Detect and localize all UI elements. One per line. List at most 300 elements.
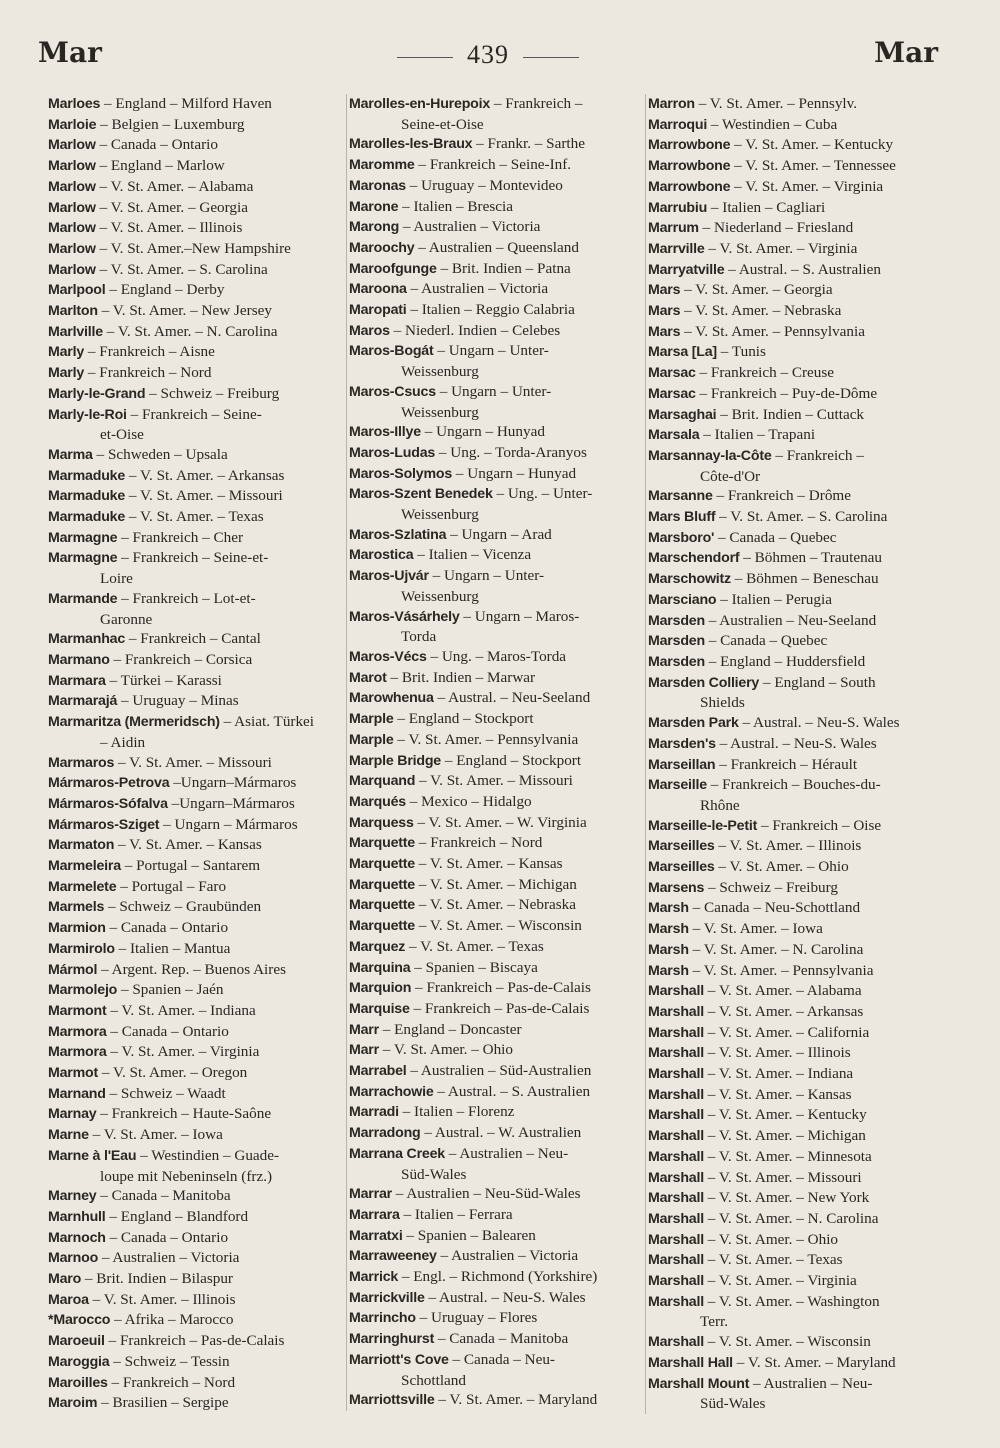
- entry-location: – Italien – Perugia: [720, 590, 832, 608]
- entry-location: – Italien – Vicenza: [417, 546, 532, 564]
- gazetteer-entry: [646, 961, 942, 982]
- entry-location: – Frankreich – Cher: [121, 528, 244, 546]
- entry-location: – V. St. Amer. – Virginia: [707, 1272, 857, 1290]
- entry-location: – Engl. – Richmond (Yorkshire): [401, 1268, 598, 1286]
- gazetteer-entry: [646, 898, 942, 919]
- entry-location: – Australien – Neu-Süd-Wales: [395, 1185, 581, 1203]
- gazetteer-entry: [48, 1084, 336, 1105]
- gazetteer-entry: [646, 548, 942, 569]
- gazetteer-entry: [646, 135, 942, 156]
- entry-headword: Marlow: [48, 158, 96, 175]
- gazetteer-entry: [646, 713, 942, 734]
- gazetteer-entry: [48, 856, 336, 877]
- gazetteer-entry: [646, 342, 942, 363]
- entry-headword: Marsboro': [648, 529, 715, 546]
- entry-location: – Ungarn – Arad: [450, 525, 552, 543]
- entry-headword: Marly-le-Roi: [48, 406, 127, 423]
- gazetteer-entry: [48, 1125, 336, 1146]
- gazetteer-entry: [347, 279, 639, 300]
- entry-headword: Marshall: [648, 1334, 704, 1351]
- entry-headword: Marschowitz: [648, 571, 731, 588]
- gazetteer-entry: [48, 1248, 336, 1269]
- entry-headword: Marshall: [648, 1190, 704, 1207]
- entry-headword: Marolles-les-Braux: [349, 136, 473, 153]
- gazetteer-entry: [347, 771, 639, 792]
- gazetteer-entry: [646, 384, 942, 405]
- gazetteer-entry: [347, 300, 639, 321]
- entry-location: – Australien – Victoria: [101, 1249, 240, 1267]
- entry-headword: Marrachowie: [349, 1083, 434, 1100]
- entry-location: – Frankreich – Pas-de-Calais: [415, 979, 591, 997]
- gazetteer-entry: [48, 650, 336, 671]
- entry-headword: Marlow: [48, 240, 96, 257]
- entry-location: – V. St. Amer. – Illinois: [92, 1290, 236, 1308]
- gazetteer-entry: [48, 156, 336, 177]
- gazetteer-entry: [48, 1063, 336, 1084]
- entry-location: – Schweiz – Tessin: [113, 1352, 230, 1370]
- entry-headword: Maros-Szent Benedek: [349, 486, 493, 503]
- entry-headword: Marmolejo: [48, 982, 118, 999]
- entry-location: – Frankreich – Cantal: [128, 630, 261, 648]
- gazetteer-entry: [347, 1040, 639, 1061]
- entry-continuation: Côte-d'Or: [700, 467, 761, 485]
- entry-headword: Marple: [349, 711, 394, 728]
- gazetteer-entry: [48, 939, 336, 960]
- entry-column-1: [48, 94, 336, 1414]
- entry-location: – V. St. Amer. – Pennsylvania: [684, 322, 865, 340]
- entry-headword: Marshall: [648, 1148, 704, 1165]
- header-rule-right: [523, 57, 579, 58]
- entry-headword: Marlville: [48, 323, 103, 340]
- entry-headword: Marquise: [349, 1000, 410, 1017]
- entry-headword: Marshall: [648, 1066, 704, 1083]
- entry-location: –Ungarn–Mármaros: [171, 794, 295, 812]
- entry-location: – Italien – Reggio Calabria: [410, 301, 575, 319]
- entry-location: – Frankreich – Corsica: [113, 650, 253, 668]
- entry-headword: Maros-Csucs: [349, 383, 436, 400]
- entry-headword: Marne à l'Eau: [48, 1147, 137, 1164]
- entry-headword: Marseille-le-Petit: [648, 817, 758, 834]
- entry-headword: Marsden: [648, 633, 705, 650]
- entry-headword: Marmaduke: [48, 488, 126, 505]
- entry-location: – Italien – Brescia: [402, 197, 513, 215]
- entry-headword: Marrowbone: [648, 137, 731, 154]
- entry-location: – V. St. Amer. – Pennsylv.: [698, 95, 858, 112]
- gazetteer-entry: [347, 1329, 639, 1350]
- gazetteer-entry: [646, 1064, 942, 1085]
- entry-headword: Marmaros: [48, 754, 115, 771]
- entry-headword: Marseilles: [648, 838, 715, 855]
- entry-location: – Frankreich – Pas-de-Calais: [108, 1332, 285, 1350]
- entry-headword: Marsac: [648, 365, 696, 382]
- entry-continuation: Weissenburg: [401, 363, 479, 381]
- entry-location: – Austral. – Neu-S. Wales: [742, 714, 900, 732]
- entry-location: – Ungarn – Maros-: [463, 607, 580, 625]
- entry-location: – Böhmen – Trautenau: [743, 549, 883, 567]
- entry-location: – V. St. Amer. – Oregon: [101, 1064, 248, 1082]
- entry-location: – Brit. Indien – Marwar: [390, 668, 536, 686]
- gazetteer-entry: [347, 792, 639, 813]
- entry-location: – Frankreich – Nord: [111, 1373, 236, 1391]
- gazetteer-entry: [48, 239, 336, 260]
- gazetteer-entry: [347, 464, 639, 485]
- entry-headword: Marrara: [349, 1206, 400, 1223]
- entry-headword: Marsh: [648, 921, 689, 938]
- entry-headword: Mármaros-Sziget: [48, 816, 160, 833]
- gazetteer-entry: [48, 405, 336, 445]
- gazetteer-entry: [347, 1267, 639, 1288]
- entry-location: – V. St. Amer. – Illinois: [707, 1044, 851, 1062]
- entry-location: – V. St. Amer. – Wisconsin: [707, 1333, 871, 1351]
- gazetteer-entry: [646, 1043, 942, 1064]
- entry-location: – V. St. Amer. – Ohio: [707, 1230, 839, 1248]
- entry-location: – V. St. Amer. – Indiana: [110, 1001, 256, 1019]
- entry-headword: Marrowbone: [648, 178, 731, 195]
- running-head-left: Mar: [38, 36, 102, 69]
- entry-location: – V. St. Amer. – Kentucky: [734, 136, 894, 154]
- entry-headword: Marshall: [648, 983, 704, 1000]
- gazetteer-entry: [646, 218, 942, 239]
- entry-location: – V. St. Amer. – Pennsylvania: [692, 961, 874, 979]
- entry-continuation: Terr.: [700, 1313, 729, 1331]
- entry-location: – Austral. – Neu-Seeland: [437, 689, 591, 707]
- gazetteer-entry: [347, 1144, 639, 1184]
- entry-location: – V. St. Amer. – Tennessee: [734, 157, 896, 175]
- entry-location: – Frankreich –: [775, 446, 864, 464]
- entry-location: – Frankreich – Aisne: [87, 343, 215, 361]
- gazetteer-entry: [646, 405, 942, 426]
- entry-headword: Marshall: [648, 1128, 704, 1145]
- entry-location: – Schweiz – Freiburg: [149, 384, 280, 402]
- entry-location: – Frankreich – Puy-de-Dôme: [699, 384, 878, 402]
- entry-headword: Marquand: [349, 773, 416, 790]
- gazetteer-entry: [347, 94, 639, 134]
- entry-location: – Canada – Neu-Schottland: [692, 899, 861, 917]
- entry-continuation: Torda: [401, 628, 437, 646]
- entry-headword: Maroeuil: [48, 1333, 105, 1350]
- gazetteer-entry: [646, 1168, 942, 1189]
- entry-headword: Marmanhac: [48, 631, 126, 648]
- entry-headword: Marmara: [48, 672, 106, 689]
- gazetteer-entry: [347, 1123, 639, 1144]
- entry-headword: Marmels: [48, 899, 105, 916]
- entry-location: – Italien – Cagliari: [710, 198, 826, 216]
- gazetteer-entry: [48, 1001, 336, 1022]
- gazetteer-entry: [48, 1352, 336, 1373]
- entry-headword: Mars: [648, 282, 681, 299]
- entry-location: – Uruguay – Minas: [120, 692, 239, 710]
- entry-headword: Marloie: [48, 116, 97, 133]
- entry-location: – V. St. Amer. – Arkansas: [128, 466, 285, 484]
- gazetteer-entry: [347, 1205, 639, 1226]
- gazetteer-entry: [48, 960, 336, 981]
- entry-column-2: [346, 94, 639, 1411]
- entry-headword: Marmagne: [48, 550, 118, 567]
- entry-location: – Schweiz – Freiburg: [707, 878, 839, 896]
- entry-headword: Marmion: [48, 920, 106, 937]
- entry-location: – England – Marlow: [99, 157, 225, 175]
- gazetteer-entry: [646, 857, 942, 878]
- entry-location: – V. St. Amer. – Wisconsin: [418, 917, 582, 935]
- gazetteer-entry: [646, 878, 942, 899]
- entry-headword: Marr: [349, 1021, 379, 1038]
- entry-location: – V. St. Amer. – Georgia: [684, 281, 833, 299]
- entry-location: – Uruguay – Flores: [419, 1309, 538, 1327]
- entry-headword: Marsannay-la-Côte: [648, 447, 772, 464]
- entry-continuation: Schottland: [401, 1371, 466, 1389]
- entry-location: – V. St. Amer. – Arkansas: [707, 1002, 864, 1020]
- gazetteer-entry: [48, 135, 336, 156]
- entry-location: – Ungarn – Unter-: [439, 382, 552, 400]
- gazetteer-entry: [646, 631, 942, 652]
- entry-headword: Marradi: [349, 1104, 399, 1121]
- entry-location: – Ung. – Torda-Aranyos: [438, 443, 587, 461]
- entry-location: – V. St. Amer. – Ohio: [718, 858, 849, 876]
- gazetteer-entry: [347, 1246, 639, 1267]
- entry-location: – Frankreich – Nord: [418, 834, 543, 852]
- entry-headword: Marsh: [648, 941, 689, 958]
- entry-location: – Böhmen – Beneschau: [734, 570, 879, 588]
- gazetteer-entry: [347, 238, 639, 259]
- entry-headword: Maroona: [349, 281, 407, 298]
- gazetteer-entry: [48, 671, 336, 692]
- gazetteer-entry: [646, 363, 942, 384]
- entry-headword: Marly: [48, 365, 85, 382]
- gazetteer-entry: [347, 709, 639, 730]
- gazetteer-entry: [347, 341, 639, 381]
- gazetteer-entry: [347, 1082, 639, 1103]
- gazetteer-entry: [646, 1230, 942, 1251]
- entry-headword: Maroilles: [48, 1374, 108, 1391]
- entry-headword: Marple Bridge: [349, 752, 442, 769]
- gazetteer-entry: [646, 1271, 942, 1292]
- gazetteer-entry: [646, 280, 942, 301]
- gazetteer-entry: [48, 589, 336, 629]
- gazetteer-entry: [646, 1353, 942, 1374]
- gazetteer-entry: [48, 384, 336, 405]
- entry-location: – Canada – Manitoba: [100, 1187, 231, 1205]
- entry-location: – Spanien – Balearen: [406, 1226, 536, 1244]
- entry-headword: Marmano: [48, 651, 110, 668]
- gazetteer-entry: [347, 321, 639, 342]
- page-number: 439: [467, 40, 509, 69]
- gazetteer-entry: [48, 1146, 336, 1186]
- entry-headword: Marrar: [349, 1186, 392, 1203]
- entry-location: – Frankreich – Haute-Saône: [100, 1105, 272, 1123]
- entry-location: – Australien – Neu-Seeland: [708, 611, 877, 629]
- gazetteer-entry: [48, 877, 336, 898]
- entry-headword: Marquette: [349, 918, 415, 935]
- entry-headword: Marrana Creek: [349, 1145, 445, 1162]
- entry-location: – Ungarn – Unter-: [432, 567, 545, 585]
- entry-location: – England – Huddersfield: [708, 652, 866, 670]
- entry-continuation: Seine-et-Oise: [401, 115, 484, 133]
- gazetteer-entry: [48, 1310, 336, 1331]
- entry-location: – V. St. Amer. – Kansas: [118, 836, 262, 854]
- entry-headword: Marriottsville: [349, 1392, 435, 1409]
- entry-headword: Maromme: [349, 157, 415, 174]
- entry-location: – England – Doncaster: [382, 1020, 522, 1038]
- gazetteer-entry: [48, 445, 336, 466]
- entry-continuation: Weissenburg: [401, 506, 479, 524]
- entry-location: – V. St. Amer. – S. Carolina: [99, 260, 268, 278]
- gazetteer-entry: [48, 1331, 336, 1352]
- entry-location: – England – Stockport: [444, 751, 582, 769]
- entry-headword: Maros: [349, 322, 390, 339]
- entry-headword: Marradong: [349, 1125, 421, 1142]
- gazetteer-entry: [646, 569, 942, 590]
- entry-location: – Canada – Ontario: [109, 919, 229, 937]
- entry-headword: Marsden's: [648, 735, 716, 752]
- entry-location: – Frankreich – Creuse: [699, 364, 835, 382]
- entry-headword: Marlow: [48, 199, 96, 216]
- entry-location: – V. St. Amer. – Maryland: [736, 1353, 896, 1371]
- entry-headword: Marsden: [648, 653, 705, 670]
- entry-location: – Asiat. Türkei: [223, 713, 315, 731]
- entry-headword: Marshall: [648, 1231, 704, 1248]
- entry-location: – V. St. Amer. – Ohio: [382, 1041, 513, 1059]
- gazetteer-entry: [646, 198, 942, 219]
- entry-location: – V. St. Amer. – New York: [707, 1189, 870, 1207]
- entry-location: – V. St. Amer. – California: [707, 1023, 870, 1041]
- entry-location: – Canada – Quebec: [708, 632, 828, 650]
- entry-headword: Marmora: [48, 1023, 107, 1040]
- entry-headword: Marrincho: [349, 1310, 416, 1327]
- entry-headword: Marsa [La]: [648, 344, 717, 361]
- entry-location: – Brit. Indien – Cuttack: [720, 405, 865, 423]
- entry-location: – Schweden – Upsala: [96, 445, 228, 463]
- entry-location: – V. St. Amer. – Missouri: [128, 487, 283, 505]
- entry-location: – Austral. – S. Australien: [437, 1082, 591, 1100]
- gazetteer-entry: [646, 652, 942, 673]
- entry-location: – England – Blandford: [109, 1207, 249, 1225]
- entry-headword: Mármaros-Sófalva: [48, 795, 168, 812]
- entry-location: – V. St. Amer. – Nebraska: [418, 896, 577, 914]
- header-rule-left: [397, 57, 453, 58]
- entry-headword: Marostica: [349, 547, 414, 564]
- gazetteer-entry: [48, 363, 336, 384]
- entry-location: – Frankreich – Hérault: [719, 755, 858, 773]
- entry-headword: Maros-Vécs: [349, 648, 427, 665]
- entry-headword: Marlow: [48, 178, 96, 195]
- gazetteer-entry: [646, 775, 942, 815]
- gazetteer-entry: [48, 528, 336, 549]
- entry-headword: Marron: [648, 96, 695, 112]
- entry-location: – Australien – Victoria: [440, 1247, 579, 1265]
- entry-headword: Marsala: [648, 427, 700, 444]
- entry-continuation: Süd-Wales: [700, 1395, 766, 1413]
- gazetteer-entry: [646, 1374, 942, 1414]
- entry-location: – Tunis: [720, 343, 766, 361]
- gazetteer-entry: [347, 1308, 639, 1329]
- gazetteer-entry: [646, 673, 942, 713]
- entry-location: – V. St. Amer. – Alabama: [99, 177, 254, 195]
- gazetteer-entry: [646, 940, 942, 961]
- gazetteer-entry: [347, 854, 639, 875]
- entry-location: – Ung. – Maros-Torda: [430, 647, 567, 665]
- entry-location: – Italien – Florenz: [402, 1103, 515, 1121]
- entry-headword: Marshall Hall: [648, 1354, 733, 1371]
- entry-continuation: – Aidin: [100, 733, 146, 751]
- entry-continuation: Weissenburg: [401, 587, 479, 605]
- entry-location: – Frankreich – Seine-Inf.: [418, 156, 572, 174]
- entry-location: – Brit. Indien – Patna: [440, 259, 571, 277]
- entry-location: – V. St. Amer. – Nebraska: [684, 302, 842, 320]
- gazetteer-entry: [646, 836, 942, 857]
- gazetteer-entry: [347, 999, 639, 1020]
- entry-continuation: et-Oise: [100, 426, 144, 444]
- entry-headword: Marrabel: [349, 1063, 407, 1080]
- entry-headword: Marrville: [648, 240, 705, 257]
- entry-headword: Marsden Colliery: [648, 674, 760, 691]
- gazetteer-entry: [347, 668, 639, 689]
- entry-headword: Maros-Vásárhely: [349, 608, 460, 625]
- gazetteer-entry: [48, 507, 336, 528]
- entry-headword: Marone: [349, 198, 399, 215]
- entry-location: – Italien – Ferrara: [403, 1205, 513, 1223]
- entry-headword: Marringhurst: [349, 1331, 435, 1348]
- entry-location: – V. St. Amer. – Texas: [408, 937, 544, 955]
- entry-headword: Maros-Szlatina: [349, 526, 447, 543]
- entry-continuation: Süd-Wales: [401, 1165, 467, 1183]
- gazetteer-entry: [347, 545, 639, 566]
- gazetteer-entry: [347, 1226, 639, 1247]
- gazetteer-entry: [646, 1002, 942, 1023]
- entry-continuation: Shields: [700, 694, 745, 712]
- gazetteer-entry: [347, 647, 639, 668]
- gazetteer-entry: [646, 981, 942, 1002]
- entry-location: – Frankreich – Seine-et-: [121, 549, 269, 567]
- entry-headword: Marquette: [349, 856, 415, 873]
- entry-headword: Marma: [48, 446, 93, 463]
- gazetteer-entry: [48, 1104, 336, 1125]
- gazetteer-entry: [347, 937, 639, 958]
- entry-location: – Canada – Ontario: [109, 1228, 229, 1246]
- gazetteer-entry: [646, 322, 942, 343]
- entry-location: – Schweiz – Waadt: [109, 1084, 226, 1102]
- entry-location: – Australien – Neu-: [448, 1144, 569, 1162]
- entry-location: – Austral. – Neu-S. Wales: [719, 734, 877, 752]
- gazetteer-entry: [646, 94, 942, 115]
- entry-headword: Marshall: [648, 1086, 704, 1103]
- gazetteer-entry: [48, 918, 336, 939]
- gazetteer-entry: [646, 1105, 942, 1126]
- entry-headword: Marsens: [648, 879, 705, 896]
- entry-headword: Marly: [48, 344, 85, 361]
- entry-location: – Canada – Ontario: [99, 136, 218, 154]
- entry-headword: Marmande: [48, 590, 118, 607]
- gazetteer-entry: [347, 566, 639, 606]
- entry-headword: Marquette: [349, 835, 415, 852]
- gazetteer-entry: [347, 875, 639, 896]
- entry-location: – Ungarn – Unter-: [437, 342, 549, 360]
- entry-location: – V. St. Amer. – Illinois: [99, 219, 243, 237]
- entry-headword: Marlow: [48, 220, 96, 237]
- gazetteer-entry: [48, 1022, 336, 1043]
- entry-location: – Türkei – Karassi: [109, 671, 222, 689]
- gazetteer-entry: [646, 1250, 942, 1271]
- entry-location: – V. St. Amer. – S. Carolina: [719, 508, 888, 526]
- entry-headword: Maroim: [48, 1395, 98, 1412]
- entry-location: – Spanien – Jaén: [120, 981, 224, 999]
- entry-headword: Marsh: [648, 900, 689, 917]
- gazetteer-entry: [646, 115, 942, 136]
- entry-location: – Frankr. – Sarthe: [476, 135, 585, 153]
- entry-location: – V. St. Amer. – N. Carolina: [692, 940, 864, 958]
- gazetteer-entry: [48, 897, 336, 918]
- entry-headword: Marlpool: [48, 282, 106, 299]
- gazetteer-entry: [48, 794, 336, 815]
